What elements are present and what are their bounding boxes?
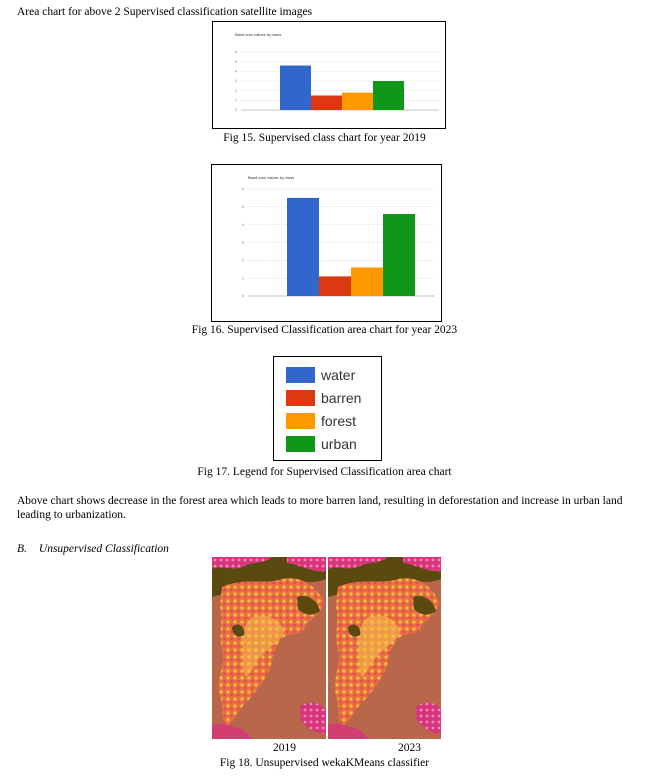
fig18-caption: Fig 18. Unsupervised wekaKMeans classifier [219, 757, 430, 769]
y-tick-label: 1 [242, 276, 244, 281]
legend-label-forest: forest [321, 413, 357, 429]
bar-forest [351, 267, 383, 296]
fig16-caption: Fig 16. Supervised Classification area chart for year 2023 [191, 324, 458, 336]
y-tick-label: 0 [235, 108, 237, 113]
y-tick-label: 4 [242, 222, 244, 227]
y-tick-label: 6 [235, 50, 237, 55]
fig16-chart [211, 164, 442, 322]
y-tick-label: 2 [242, 258, 244, 263]
legend-label-urban: urban [321, 436, 357, 452]
section-heading [17, 542, 169, 556]
y-tick-label: 2 [235, 88, 237, 93]
y-tick-label: 4 [235, 69, 237, 74]
bar-water [287, 198, 319, 296]
legend-swatch-barren [286, 390, 315, 406]
body-paragraph: Above chart shows decrease in the forest area which leads to more barren land, resulting in deforestation and increase in urban land leading to urbanization. [17, 495, 623, 521]
fig18-label-2019: 2019 [273, 742, 296, 754]
section-title: Unsupervised Classification [38, 543, 169, 555]
satellite-image-2023 [328, 557, 441, 739]
fig17-legend [273, 356, 382, 461]
section-letter: B. [17, 543, 27, 555]
fig18-label-2023: 2023 [398, 742, 421, 754]
y-tick-label: 3 [242, 240, 244, 245]
fig16-chart-svg [212, 165, 441, 321]
y-tick-label: 1 [235, 98, 237, 103]
y-tick-label: 0 [242, 294, 244, 299]
fig15-caption: Fig 15. Supervised class chart for year 2019 [223, 132, 426, 144]
fig17-caption: Fig 17. Legend for Supervised Classification area chart [197, 466, 452, 478]
legend-swatch-water [286, 367, 315, 383]
fig15-chart [212, 21, 446, 129]
y-tick-label: 3 [235, 79, 237, 84]
bar-urban [383, 214, 415, 296]
fig15-chart-svg [213, 22, 445, 128]
intro-line: Area chart for above 2 Supervised classification satellite images [17, 6, 313, 18]
bar-forest [342, 93, 373, 110]
chart-title: Band sum values by class [235, 32, 282, 37]
bar-water [280, 66, 311, 110]
bar-urban [373, 81, 404, 110]
legend-swatch-urban [286, 436, 315, 452]
y-tick-label: 5 [242, 205, 244, 210]
y-tick-label: 6 [242, 187, 244, 192]
y-tick-label: 5 [235, 59, 237, 64]
bar-barren [311, 96, 342, 111]
legend-label-barren: barren [321, 390, 362, 406]
chart-title: Band sum values by class [248, 175, 295, 180]
legend-label-water: water [321, 367, 356, 383]
legend-swatch-forest [286, 413, 315, 429]
satellite-image-2019 [212, 557, 326, 739]
bar-barren [319, 276, 351, 296]
